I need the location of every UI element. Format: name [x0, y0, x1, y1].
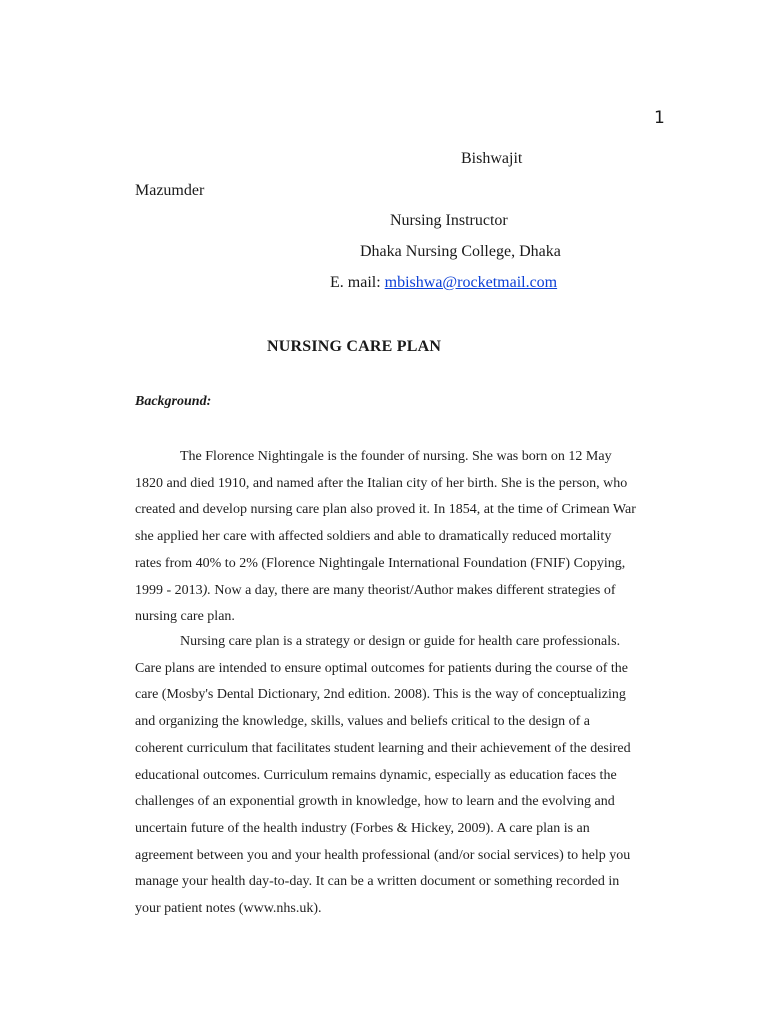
section-heading-background: Background:: [135, 394, 212, 409]
document-title: NURSING CARE PLAN: [267, 338, 442, 355]
author-role: Nursing Instructor: [390, 212, 508, 229]
paragraph-line: 1820 and died 1910, and named after the Italian city of her birth. She is the person, who: [135, 475, 628, 491]
paragraph-line: coherent curriculum that facilitates student learning and their achievement of the desired: [135, 740, 631, 756]
citation-close: ).: [202, 582, 215, 598]
paragraph-line: nursing care plan.: [135, 609, 235, 625]
paragraph-line: created and develop nursing care plan also proved it. In 1854, at the time of Crimean War: [135, 502, 636, 518]
author-institution: Dhaka Nursing College, Dhaka: [360, 243, 561, 260]
email-label: E. mail:: [330, 274, 385, 291]
paragraph-line: The Florence Nightingale is the founder of nursing. She was born on 12 May: [180, 449, 612, 464]
paragraph-line: rates from 40% to 2% (Florence Nightingale International Foundation (FNIF) Copying,: [135, 555, 626, 571]
paragraph-line: agreement between you and your health professional (and/or social services) to help you: [135, 847, 631, 863]
citation-years: 1999 - 2013: [135, 582, 203, 598]
paragraph-line: Care plans are intended to ensure optimal outcomes for patients during the course of the: [135, 660, 628, 676]
author-last-name: Mazumder: [135, 182, 205, 199]
author-email-line: [330, 273, 557, 293]
paragraph-line: uncertain future of the health industry (Forbes & Hickey, 2009). A care plan is an: [135, 820, 590, 836]
paragraph-nightingale: [135, 444, 680, 631]
paragraph-care-plan-definition: [135, 629, 680, 923]
paragraph-line: manage your health day-to-day. It can be a written document or something recorded in: [135, 874, 620, 890]
paragraph-line: challenges of an exponential growth in knowledge, how to learn and the evolving and: [135, 794, 615, 810]
author-first-name: Bishwajit: [461, 150, 523, 167]
paragraph-line: educational outcomes. Curriculum remains dynamic, especially as education faces the: [135, 767, 617, 783]
page-number: 1: [654, 108, 665, 128]
paragraph-line: care (Mosby's Dental Dictionary, 2nd edition. 2008). This is the way of conceptualizing: [135, 687, 626, 703]
email-link[interactable]: mbishwa@rocketmail.com: [384, 274, 558, 291]
paragraph-line: Nursing care plan is a strategy or design or guide for health care professionals.: [180, 634, 621, 649]
paragraph-line: [135, 578, 680, 605]
paragraph-line: and organizing the knowledge, skills, values and beliefs critical to the design of a: [135, 714, 591, 730]
paragraph-line: your patient notes (www.nhs.uk).: [135, 901, 322, 917]
paragraph-line: she applied her care with affected soldiers and able to dramatically reduced mortality: [135, 529, 612, 545]
paragraph-fragment: Now a day, there are many theorist/Author makes different strategies of: [214, 582, 616, 598]
